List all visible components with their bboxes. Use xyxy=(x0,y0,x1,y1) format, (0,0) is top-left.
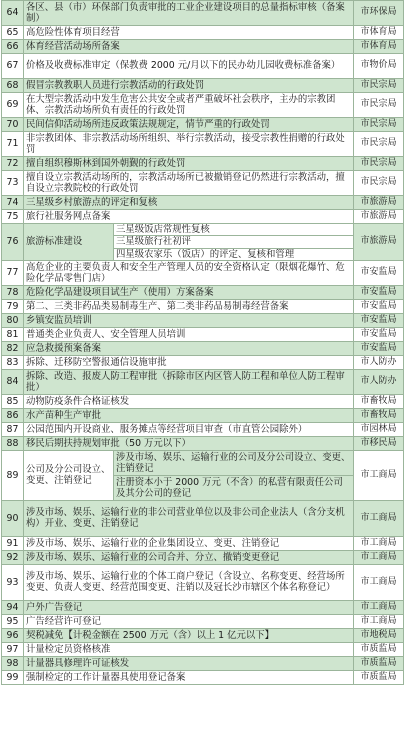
department: 市工商局 xyxy=(354,500,404,536)
table-row xyxy=(2,436,404,450)
table-row xyxy=(2,285,404,299)
department: 市工商局 xyxy=(354,600,404,614)
row-number: 65 xyxy=(2,26,24,40)
department: 市工商局 xyxy=(354,450,404,500)
department: 市安监局 xyxy=(354,260,404,285)
department: 市旅游局 xyxy=(354,224,404,261)
sub-item-name: 三星级旅行社初评 xyxy=(114,236,354,248)
table-row xyxy=(2,260,404,285)
item-name: 民间信仰活动场所违反政策法规规定，情节严重的行政处罚 xyxy=(24,118,354,132)
department: 市民宗局 xyxy=(354,132,404,157)
department: 市工商局 xyxy=(354,564,404,600)
department: 市安监局 xyxy=(354,341,404,355)
table-row xyxy=(2,132,404,157)
department: 市民宗局 xyxy=(354,171,404,196)
row-number: 97 xyxy=(2,642,24,656)
table-row xyxy=(2,500,404,536)
item-name: 高危企业的主要负责人和安全生产管理人员的安全资格认定（限烟花爆竹、危险化学品零售门店） xyxy=(24,260,354,285)
row-number: 91 xyxy=(2,536,24,550)
table-row xyxy=(2,79,404,93)
table-row xyxy=(2,355,404,369)
department: 市物价局 xyxy=(354,54,404,79)
table-row xyxy=(2,422,404,436)
item-name: 旅游标准建设 xyxy=(24,224,114,261)
item-name: 计量检定员资格核准 xyxy=(24,642,354,656)
row-number: 84 xyxy=(2,369,24,394)
item-name: 价格及收费标准审定（保教费 2000 元/月以下的民办幼儿园收费标准备案） xyxy=(24,54,354,79)
table-row xyxy=(2,196,404,210)
table-row xyxy=(2,564,404,600)
item-name: 普通类企业负责人、安全管理人员培训 xyxy=(24,327,354,341)
item-name: 非宗教团体、非宗教活动场所组织、举行宗教活动，接受宗教性捐赠的行政处罚 xyxy=(24,132,354,157)
department: 市工商局 xyxy=(354,550,404,564)
table-row xyxy=(2,341,404,355)
table-row xyxy=(2,313,404,327)
department: 市民宗局 xyxy=(354,118,404,132)
row-number: 98 xyxy=(2,656,24,670)
table-row xyxy=(2,299,404,313)
row-number: 86 xyxy=(2,408,24,422)
row-number: 90 xyxy=(2,500,24,536)
sub-item-name: 涉及市场、娱乐、运输行业的公司及分公司设立、变更、注销登记 xyxy=(114,450,354,475)
row-number: 83 xyxy=(2,355,24,369)
department: 市旅游局 xyxy=(354,210,404,224)
department: 市质监局 xyxy=(354,656,404,670)
table-row xyxy=(2,224,404,236)
sub-item-name: 注册资本小于 2000 万元（不含）的私营有限责任公司及其分公司的登记 xyxy=(114,475,354,500)
item-name: 契税减免【计税金额在 2500 万元（含）以上 1 亿元以下】 xyxy=(24,628,354,642)
table-row xyxy=(2,26,404,40)
table-row xyxy=(2,408,404,422)
item-name: 擅自组织穆斯林到国外朝觐的行政处罚 xyxy=(24,157,354,171)
item-name: 涉及市场、娱乐、运输行业的个体工商户登记（含设立、名称变更、经营场所变更、负责人变更、经营范围变更、注销以及冠长沙市辖区个体名称登记） xyxy=(24,564,354,600)
item-name: 动物防疫条件合格证核发 xyxy=(24,394,354,408)
table-row xyxy=(2,327,404,341)
item-name: 在大型宗教活动中发生危害公共安全或者严重破坏社会秩序，主办的宗教团体、宗教活动场所负有责任的行政处罚 xyxy=(24,93,354,118)
row-number: 89 xyxy=(2,450,24,500)
table-row xyxy=(2,642,404,656)
table-row xyxy=(2,40,404,54)
row-number: 82 xyxy=(2,341,24,355)
item-name: 三星级乡村旅游点的评定和复核 xyxy=(24,196,354,210)
row-number: 67 xyxy=(2,54,24,79)
item-name: 广告经营许可登记 xyxy=(24,614,354,628)
table-row xyxy=(2,171,404,196)
table-row xyxy=(2,369,404,394)
department: 市安监局 xyxy=(354,299,404,313)
row-number: 94 xyxy=(2,600,24,614)
row-number: 68 xyxy=(2,79,24,93)
department: 市民宗局 xyxy=(354,93,404,118)
department: 市环保局 xyxy=(354,1,404,26)
row-number: 99 xyxy=(2,670,24,684)
row-number: 75 xyxy=(2,210,24,224)
row-number: 92 xyxy=(2,550,24,564)
row-number: 70 xyxy=(2,118,24,132)
item-name: 强制检定的工作计量器具使用登记备案 xyxy=(24,670,354,684)
row-number: 78 xyxy=(2,285,24,299)
department: 市民宗局 xyxy=(354,157,404,171)
item-name: 涉及市场、娱乐、运输行业的非公司营业单位以及非公司企业法人（含分支机构）开业、变更、注销登记 xyxy=(24,500,354,536)
item-name: 公司及分公司设立、变更、注销登记 xyxy=(24,450,114,500)
department: 市畜牧局 xyxy=(354,408,404,422)
row-number: 87 xyxy=(2,422,24,436)
item-name: 各区、县（市）环保部门负责审批的工业企业建设项目的总量指标审核（备案制） xyxy=(24,1,354,26)
row-number: 69 xyxy=(2,93,24,118)
item-name: 涉及市场、娱乐、运输行业的公司合并、分立、撤销变更登记 xyxy=(24,550,354,564)
row-number: 81 xyxy=(2,327,24,341)
department: 市安监局 xyxy=(354,285,404,299)
department: 市旅游局 xyxy=(354,196,404,210)
table-row xyxy=(2,118,404,132)
department: 市质监局 xyxy=(354,642,404,656)
item-name: 危险化学品建设项目试生产（使用）方案备案 xyxy=(24,285,354,299)
department: 市园林局 xyxy=(354,422,404,436)
department: 市工商局 xyxy=(354,536,404,550)
department: 市地税局 xyxy=(354,628,404,642)
department: 市移民局 xyxy=(354,436,404,450)
department: 市质监局 xyxy=(354,670,404,684)
table-row xyxy=(2,394,404,408)
item-name: 拆除、迁移防空警报通信设施审批 xyxy=(24,355,354,369)
table-row xyxy=(2,656,404,670)
department: 市体育局 xyxy=(354,26,404,40)
item-name: 高危险性体育项目经营 xyxy=(24,26,354,40)
item-name: 拆除、改造、报废人防工程审批（拆除市区内区管人防工程和单位人防工程审批） xyxy=(24,369,354,394)
item-name: 乡镇安监员培训 xyxy=(24,313,354,327)
item-name: 涉及市场、娱乐、运输行业的企业集团设立、变更、注销登记 xyxy=(24,536,354,550)
department: 市安监局 xyxy=(354,313,404,327)
row-number: 80 xyxy=(2,313,24,327)
row-number: 71 xyxy=(2,132,24,157)
row-number: 79 xyxy=(2,299,24,313)
sub-item-name: 四星级农家乐（饭店）的评定、复核和管理 xyxy=(114,248,354,260)
table-row xyxy=(2,93,404,118)
row-number: 76 xyxy=(2,224,24,261)
row-number: 88 xyxy=(2,436,24,450)
row-number: 64 xyxy=(2,1,24,26)
approval-items-table xyxy=(1,0,404,685)
row-number: 85 xyxy=(2,394,24,408)
item-name: 旅行社服务网点备案 xyxy=(24,210,354,224)
item-name: 水产苗种生产审批 xyxy=(24,408,354,422)
department: 市民宗局 xyxy=(354,79,404,93)
item-name: 移民后期扶持规划审批（50 万元以下） xyxy=(24,436,354,450)
table-row xyxy=(2,210,404,224)
item-name: 擅自设立宗教活动场所的，宗教活动场所已被撤销登记仍然进行宗教活动，擅自设立宗教院校的行政处罚 xyxy=(24,171,354,196)
table-row xyxy=(2,550,404,564)
row-number: 74 xyxy=(2,196,24,210)
table-row xyxy=(2,450,404,475)
department: 市工商局 xyxy=(354,614,404,628)
sub-item-name: 三星级饭店常规性复核 xyxy=(114,224,354,236)
department: 市体育局 xyxy=(354,40,404,54)
item-name: 应急救援预案备案 xyxy=(24,341,354,355)
row-number: 93 xyxy=(2,564,24,600)
row-number: 66 xyxy=(2,40,24,54)
item-name: 公园范围内开设商业、服务摊点等经营项目审查（市直管公园除外） xyxy=(24,422,354,436)
department: 市人防办 xyxy=(354,369,404,394)
table-row xyxy=(2,1,404,26)
item-name: 计量器具修理许可证核发 xyxy=(24,656,354,670)
table-row xyxy=(2,614,404,628)
table-row xyxy=(2,157,404,171)
row-number: 72 xyxy=(2,157,24,171)
department: 市安监局 xyxy=(354,327,404,341)
department: 市人防办 xyxy=(354,355,404,369)
item-name: 户外广告登记 xyxy=(24,600,354,614)
table-row xyxy=(2,628,404,642)
row-number: 77 xyxy=(2,260,24,285)
row-number: 96 xyxy=(2,628,24,642)
table-row xyxy=(2,600,404,614)
item-name: 假冒宗教教职人员进行宗教活动的行政处罚 xyxy=(24,79,354,93)
item-name: 体育经营活动场所备案 xyxy=(24,40,354,54)
row-number: 73 xyxy=(2,171,24,196)
table-row xyxy=(2,670,404,684)
row-number: 95 xyxy=(2,614,24,628)
item-name: 第二、三类非药品类易制毒生产、第二类非药品易制毒经营备案 xyxy=(24,299,354,313)
table-row xyxy=(2,536,404,550)
department: 市畜牧局 xyxy=(354,394,404,408)
table-row xyxy=(2,54,404,79)
